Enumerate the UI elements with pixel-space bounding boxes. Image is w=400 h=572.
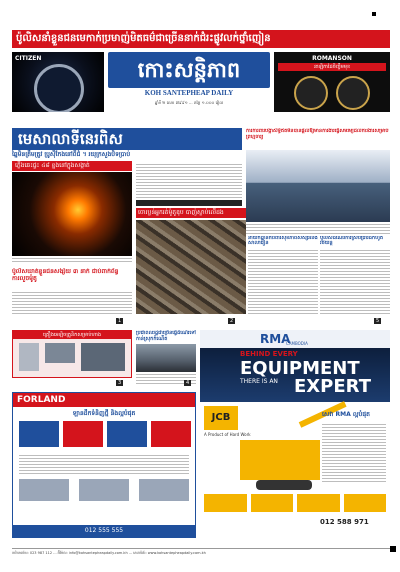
watch-icon xyxy=(34,64,84,112)
middle-headline: ចោរប្លន់អ្នករត់ម៉ូតូឌុប បាញ់ស្លាប់លើដង xyxy=(136,208,246,218)
jcb-there: THERE IS AN xyxy=(240,378,278,385)
jcb-behind: BEHIND EVERY xyxy=(240,350,298,358)
romanson-brand: ROMANSON xyxy=(312,55,352,62)
truck-icon xyxy=(107,421,147,447)
headline-tag: ភ្លើងឆេះផ្ទះ ៤៨ ខ្នងនៅក្នុងសង្កាត់ xyxy=(12,161,132,171)
right-col-text-1 xyxy=(248,248,318,314)
page-number: 1 xyxy=(118,318,122,324)
page-number: 3 xyxy=(118,380,122,386)
lower-left-text xyxy=(12,290,132,314)
equipment-banner xyxy=(200,348,390,402)
citizen-brand: CITIZEN xyxy=(15,55,42,62)
photo-caption xyxy=(12,256,132,264)
footer-text: ការិយាល័យ: 023 987 112 ... អ៊ីម៉ែល: info@kohsantepheapdaily.com.kh ... គេហទំព័រ: www.kohsantepheapdaily.com.kh xyxy=(12,548,390,556)
machine-icon xyxy=(204,494,247,512)
romanson-ad xyxy=(274,52,390,112)
truck-icon xyxy=(79,479,129,501)
rma-header xyxy=(200,330,390,348)
truck-icon xyxy=(19,479,69,501)
truck-icon xyxy=(151,421,191,447)
forland-text xyxy=(19,453,189,475)
rma-sub: CAMBODIA xyxy=(286,341,308,346)
right-col-headline-2: ប៉ូលិសដំណើរការស្រាវជ្រាវដកហូតរថយន្ត xyxy=(320,236,384,246)
electronics-ad xyxy=(12,330,132,378)
masthead xyxy=(108,52,270,112)
masthead-latin: KOH SANTEPHEAP DAILY xyxy=(144,89,234,97)
truck-icon xyxy=(19,421,59,447)
watch-icon xyxy=(336,76,370,110)
jcb-equipment: EQUIPMENT xyxy=(240,358,360,379)
machine-row xyxy=(204,494,386,512)
truck-icon xyxy=(63,421,103,447)
small-news-photo xyxy=(136,344,196,372)
fire-photo xyxy=(12,172,132,256)
rma-jcb-ad xyxy=(200,330,390,538)
page-number: 5 xyxy=(376,318,380,324)
jcb-logo: JCB xyxy=(204,406,238,430)
jcb-expert: EXPERT xyxy=(294,376,371,397)
citizen-ad xyxy=(12,52,104,112)
debris-photo xyxy=(136,220,246,314)
device-icon xyxy=(45,343,75,363)
machine-icon xyxy=(297,494,340,512)
electronics-ad-title: គ្រឿងអេឡិចត្រូនិកសម្រាប់ហាង xyxy=(13,331,131,339)
machine-icon xyxy=(344,494,387,512)
device-icon xyxy=(81,343,125,371)
rma-service-title: សេវា RMA ល្អបំផុត xyxy=(322,411,370,418)
forland-phone: 012 555 555 xyxy=(13,525,195,537)
forland-tagline: ឡានដឹកទំនិញថ្មី និងល្អបំផុត xyxy=(72,410,136,417)
truck-icon xyxy=(139,479,189,501)
registration-mark-bottom xyxy=(390,546,396,552)
excavator-track xyxy=(256,480,312,490)
page-number: 4 xyxy=(186,380,190,386)
headline-main: មេសាលាទីនេរពិស xyxy=(12,128,242,150)
masthead-title: កោះសន្តិភាព xyxy=(108,52,270,88)
story-bar xyxy=(136,200,242,206)
right-top-headline: ការការពារបង្កាសិទ្ធិឥតមិនបានផ្តល់ឱ្យមានការងារធ្វើសមរម្យដល់ការងារសម្រាប់ព្រហ្មចារ្យ xyxy=(246,128,389,140)
masthead-meta: ឆ្នាំទី ២ លេខ ៧៩៩១ ... តម្លៃ ១.០០០ រៀល xyxy=(154,100,224,105)
room-photo xyxy=(246,150,390,222)
right-top-caption xyxy=(246,222,390,234)
right-col-headline-1: នាយកដ្ឋានការពារសុខភាពសិស្សរំលងសាលារៀន xyxy=(248,236,318,246)
story-text xyxy=(136,162,242,200)
forland-brand: FORLAND xyxy=(13,393,196,407)
forland-ad xyxy=(12,392,196,538)
right-col-text-2 xyxy=(320,248,390,314)
page-number: 2 xyxy=(230,318,234,324)
registration-mark-top xyxy=(372,12,376,16)
rma-phone: 012 588 971 xyxy=(320,518,369,526)
romanson-caption: នាឡិកាដៃចិញ្ចឹមមុខ xyxy=(278,63,386,71)
machine-icon xyxy=(251,494,294,512)
device-icon xyxy=(19,343,39,371)
rma-service-text xyxy=(322,422,386,482)
lower-left-headline: ប៉ូលិសឃាត់ខ្លួនជនសង្ស័យ ៣ នាក់ ជាប់ពាក់ព័ន្ធការលួចម៉ូតូ xyxy=(12,268,119,282)
watch-icon xyxy=(294,76,328,110)
excavator-body xyxy=(240,440,320,480)
newspaper-page xyxy=(12,22,390,560)
jcb-tag: A Product of Hard Work xyxy=(204,432,251,437)
top-banner: ប៉ូលិសនាំខ្លួនជនមេកាក់ប្រមាញ់មិតធម៌ជាច្រើននាក់ជំរះផ្លូវលក់ថ្នាំញៀន xyxy=(12,30,390,48)
small-news-headline: ប្រជាពលរដ្ឋជាច្រើនធ្វើដំណើរទៅកាន់ស្រុកកំណើត xyxy=(136,330,196,342)
rma-logo: RMA xyxy=(260,332,291,346)
headline-sub: ឆ្នៃមិនត្រឹមត្រូវ ប្រូស៊ីកែងនៅពីជំ ។ រយុក្រសួងបិទប្រាប់ xyxy=(12,151,131,158)
